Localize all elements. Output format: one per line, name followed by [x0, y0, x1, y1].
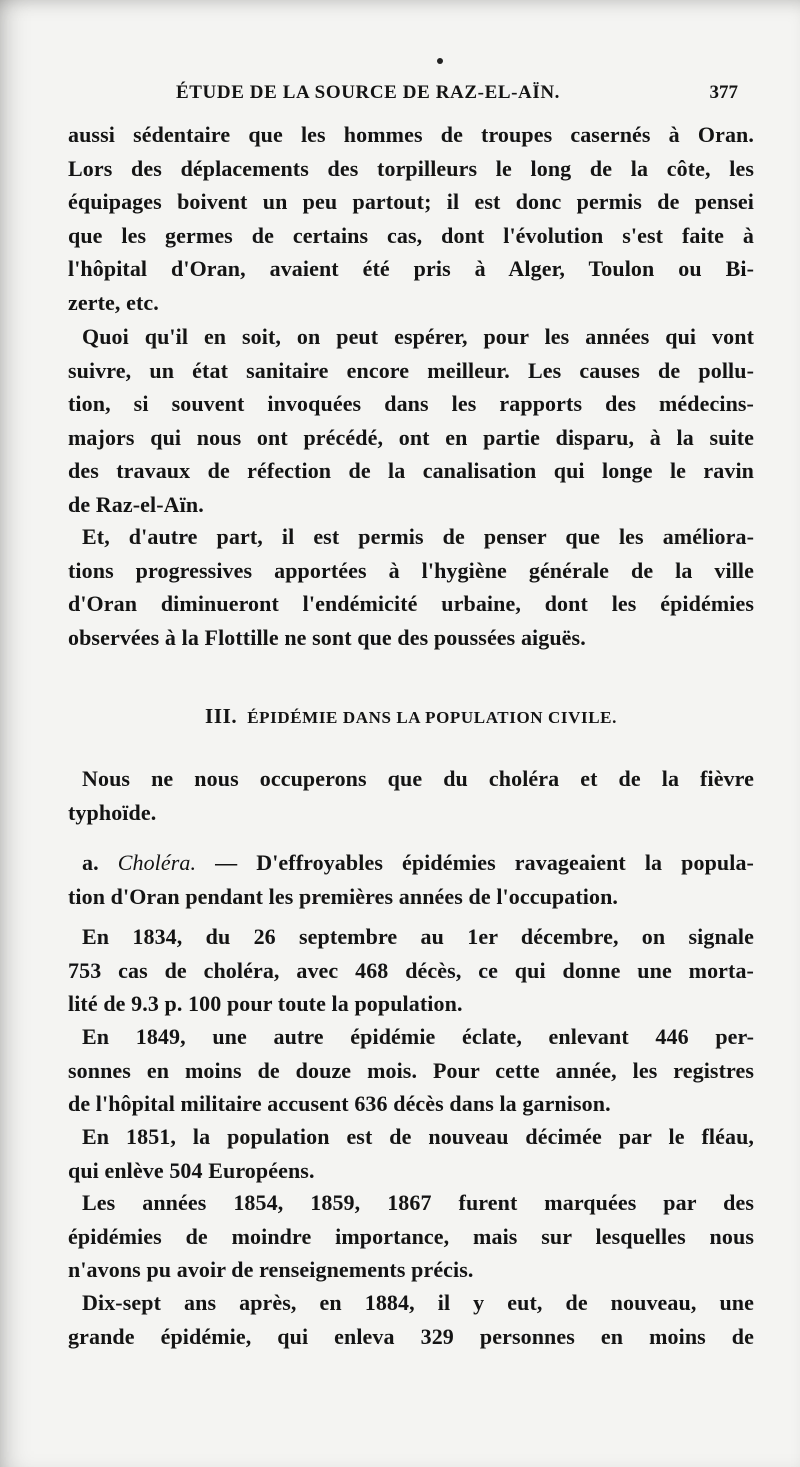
text-line: grande épidémie, qui enleva 329 personnes en moins de — [68, 1323, 754, 1349]
page-number: 377 — [709, 82, 738, 103]
text-line: l'hôpital d'Oran, avaient été pris à Alger, Toulon ou Bi- — [68, 256, 754, 282]
text-line: Quoi qu'il en soit, on peut espérer, pour les années qui vont — [82, 324, 754, 349]
paragraph-4 — [68, 762, 754, 829]
text-line: des travaux de réfection de la canalisation qui longe le ravin — [68, 458, 754, 484]
text-line: équipages boivent un peu partout; il est donc permis de pensei — [68, 189, 754, 215]
text-line: Et, d'autre part, il est permis de penser que les améliora- — [82, 524, 754, 549]
text-line: tions progressives apportées à l'hygiène générale de la ville — [68, 557, 754, 583]
paragraph-6 — [68, 920, 754, 1021]
section-number: III. — [205, 704, 238, 728]
text-line: En 1851, la population est de nouveau décimée par le fléau, — [82, 1124, 754, 1149]
running-title: ÉTUDE DE LA SOURCE DE RAZ-EL-AÏN. — [176, 82, 561, 103]
text-line: n'avons pu avoir de renseignements précis. — [68, 1257, 474, 1283]
text-line: Nous ne nous occuperons que du choléra et de la fièvre — [82, 766, 754, 791]
text-fragment: — D'effroyables épidémies ravageaient la popula- — [215, 850, 754, 875]
text-line: qui enlève 504 Européens. — [68, 1157, 315, 1183]
subsection-title: Choléra. — [117, 850, 197, 875]
paragraph-10 — [68, 1286, 754, 1353]
paragraph-1 — [68, 118, 754, 320]
text-line: suivre, un état sanitaire encore meilleur. Les causes de pollu- — [68, 357, 754, 383]
text-line: Les années 1854, 1859, 1867 furent marquées par des — [82, 1190, 754, 1215]
text-line: typhoïde. — [68, 799, 157, 825]
paragraph-2 — [68, 320, 754, 522]
text-line: sonnes en moins de douze mois. Pour cette année, les registres — [68, 1057, 754, 1083]
text-line: que les germes de certains cas, dont l'évolution s'est faite à — [68, 222, 754, 248]
text-line: Dix-sept ans après, en 1884, il y eut, de nouveau, une — [82, 1290, 754, 1315]
text-line: majors qui nous ont précédé, ont en partie disparu, à la suite — [68, 424, 754, 450]
text-line: de l'hôpital militaire accusent 636 décès dans la garnison. — [68, 1091, 611, 1117]
text-line: tion, si souvent invoquées dans les rapports des médecins- — [68, 391, 754, 417]
paragraph-8 — [68, 1120, 754, 1187]
ink-dot — [437, 58, 443, 64]
text-line: 753 cas de choléra, avec 468 décès, ce qui donne une morta- — [68, 957, 754, 983]
text-line — [68, 846, 754, 880]
text-line: d'Oran diminueront l'endémicité urbaine, dont les épidémies — [68, 591, 754, 617]
paragraph-9 — [68, 1186, 754, 1287]
running-header — [68, 80, 738, 112]
text-line: aussi sédentaire que les hommes de troupes casernés à Oran. — [68, 122, 754, 147]
text-line: de Raz-el-Aïn. — [68, 491, 204, 517]
paragraph-3 — [68, 520, 754, 654]
text-line: En 1834, du 26 septembre au 1er décembre, on signale — [82, 924, 754, 949]
text-line: zerte, etc. — [68, 289, 159, 315]
text-line: En 1849, une autre épidémie éclate, enlevant 446 per- — [82, 1024, 754, 1049]
text-line: observées à la Flottille ne sont que des poussées aiguës. — [68, 624, 586, 650]
section-title: ÉPIDÉMIE DANS LA POPULATION CIVILE. — [247, 708, 617, 727]
section-heading — [68, 704, 754, 729]
text-line: Lors des déplacements des torpilleurs le long de la côte, les — [68, 155, 754, 181]
text-line: tion d'Oran pendant les premières années de l'occupation. — [68, 883, 619, 909]
text-line: lité de 9.3 p. 100 pour toute la population. — [68, 991, 463, 1017]
paragraph-5 — [68, 846, 754, 913]
list-marker: a. — [82, 850, 99, 875]
paragraph-7 — [68, 1020, 754, 1121]
text-line: épidémies de moindre importance, mais sur lesquelles nous — [68, 1223, 754, 1249]
